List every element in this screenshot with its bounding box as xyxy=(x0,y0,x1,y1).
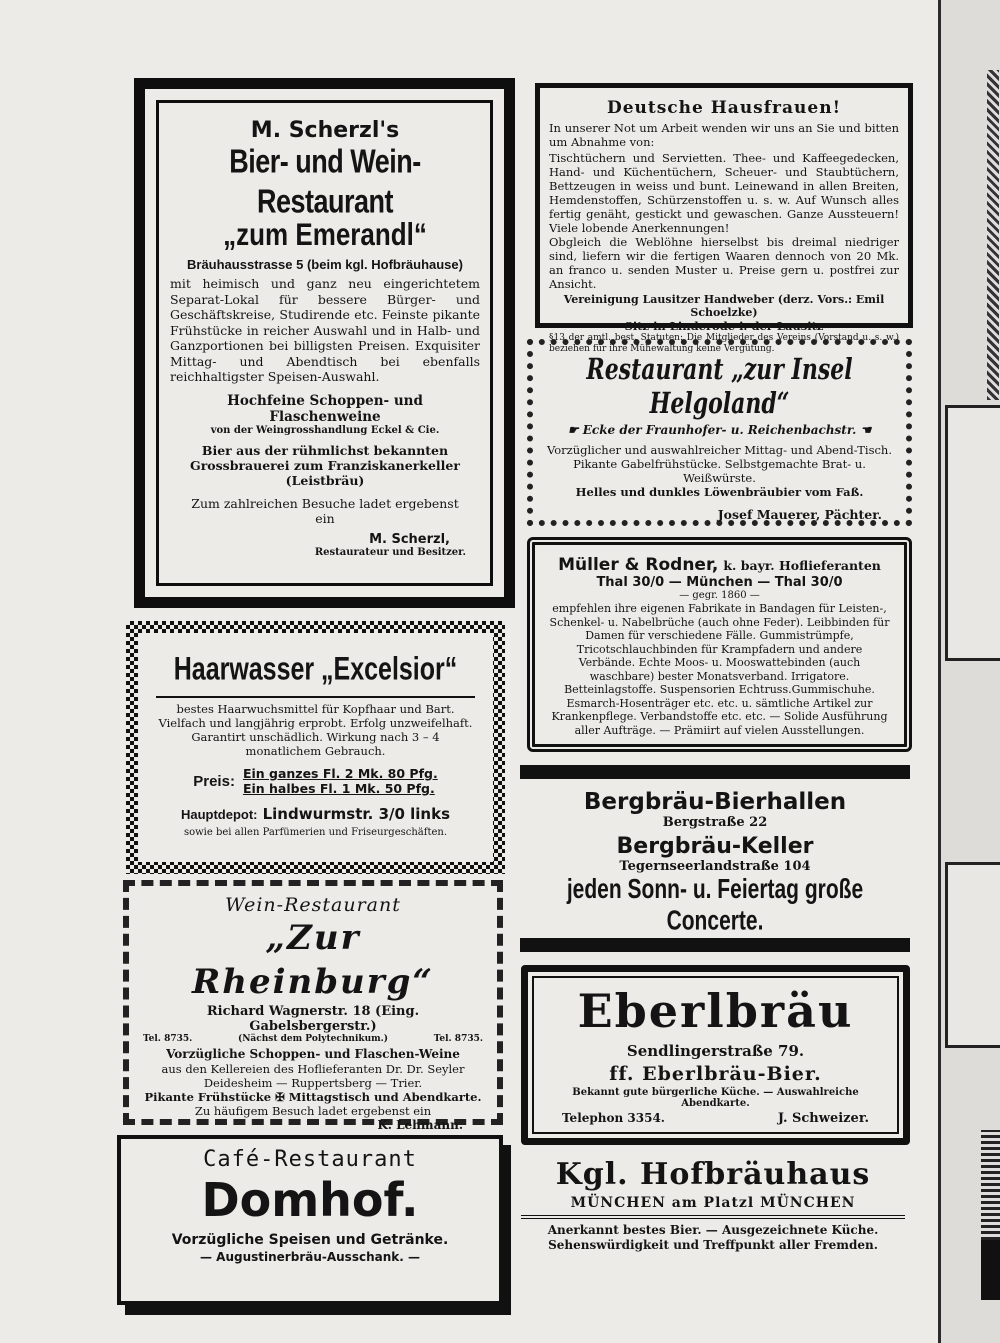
kicker: Café-Restaurant xyxy=(203,1147,417,1172)
corner-text: Ecke der Fraunhofer- u. Reichenbachstr. xyxy=(582,423,857,437)
bottom-bar xyxy=(520,938,910,952)
depot-label: Hauptdepot: xyxy=(180,807,258,822)
adjacent-ornament xyxy=(981,1240,1000,1300)
top-bar xyxy=(520,765,910,779)
line1: Vorzügliche Schoppen- und Flaschen-Weine xyxy=(166,1047,460,1061)
divider xyxy=(521,1215,905,1219)
contact-row xyxy=(542,1109,889,1126)
line5: Zu häufigem Besuch ladet ergebenst ein xyxy=(194,1104,432,1118)
adjacent-ornament xyxy=(981,1130,1000,1240)
owner: J. Schweizer. xyxy=(777,1111,869,1126)
divider xyxy=(156,696,475,698)
title2: Bergbräu-Keller xyxy=(616,834,814,859)
street2: Tegernseerlandstraße 104 xyxy=(619,859,811,874)
line2-row: — Augustinerbräu-Ausschank. — xyxy=(199,1250,420,1264)
price-note: Obgleich die Weblöhne hierselbst bis dreimal niedriger sind, liefern wir die fertigen Waaren dennoch von 20 Mk. an franco u. senden Muster u. Preise gern u. postfrei zur Ansicht. xyxy=(549,235,899,291)
adjacent-ad-box xyxy=(945,862,1000,1048)
title: Deutsche Hausfrauen! xyxy=(606,98,842,118)
owner-title: M. Scherzl's xyxy=(250,118,400,143)
body-text: mit heimisch und ganz neu eingerichtetem Separat-Lokal für bessere Bürger- und Geschäftskreise, Studirende etc. Feinste pikante Frühstücke in reicher Auswahl und in Halb- und Ganzportionen bei billigsten Preisen. Exquisiter Mittag- und Abendtisch bei ebenfalls reichhaltigster Speisen-Auswahl. xyxy=(170,276,480,384)
line1: Vorzügliche Speisen und Getränke. xyxy=(171,1232,449,1248)
ad-deutsche-hausfrauen xyxy=(535,83,913,354)
subtitle: MÜNCHEN am Platzl MÜNCHEN xyxy=(570,1195,856,1211)
headline: Bier- und Wein-Restaurant xyxy=(229,142,421,220)
footer: sowie bei allen Parfümerien und Friseurgeschäften. xyxy=(183,827,448,838)
ad-zur-rheinburg xyxy=(123,880,503,1132)
phone-row xyxy=(143,1034,483,1045)
signature-role: Restaurateur und Besitzer. xyxy=(314,546,466,558)
phone: Telephon 3354. xyxy=(562,1111,665,1125)
price-full: Ein ganzes Fl. 2 Mk. 80 Pfg. xyxy=(242,766,438,781)
ad-cafe-domhof xyxy=(117,1135,503,1305)
adjacent-ad-box xyxy=(945,405,1000,661)
line1: Vorzüglicher und auswahlreicher Mittag- und Abend-Tisch. xyxy=(547,443,892,457)
beer: ff. Eberlbräu-Bier. xyxy=(609,1063,822,1085)
line2: Sehenswürdigkeit und Treffpunkt aller Fremden. xyxy=(548,1238,878,1252)
address: Thal 30/0 — München — Thal 30/0 xyxy=(596,575,843,590)
depot: Lindwurmstr. 3/0 links xyxy=(262,805,451,823)
wines: Hochfeine Schoppen- und Flaschenweine xyxy=(227,392,423,425)
street1: Bergstraße 22 xyxy=(662,815,768,830)
line1: Anerkannt bestes Bier. — Ausgezeichnete Küche. xyxy=(547,1223,879,1237)
signature: M. Scherzl, xyxy=(369,531,450,547)
price-block xyxy=(156,766,475,796)
line2: aus den Kellereien des Hoflieferanten Dr. Dr. Seyler xyxy=(161,1062,465,1076)
line3: Helles und dunkles Löwenbräubier vom Faß. xyxy=(575,485,864,499)
title: Haarwasser „Excelsior“ xyxy=(173,650,458,688)
line3: Deidesheim — Ruppertsberg — Trier. xyxy=(203,1076,423,1090)
body: bestes Haarwuchsmittel für Kopfhaar und Bart. Vielfach und langjährig erprobt. Erfolg unzweifelhaft. Garantirt unschädlich. Wirkung nach 3 – 4 monatlichem Gebrauch. xyxy=(158,702,473,758)
ad-eberlbraeu xyxy=(521,965,910,1145)
line2: Augustinerbräu-Ausschank. xyxy=(216,1250,404,1264)
restaurant-name: „zum Emerandl“ xyxy=(223,216,427,252)
title: Domhof. xyxy=(201,1173,419,1227)
beer-line: Bier aus der rühmlichst bekannten Grossbrauerei zum Franziskanerkeller (Leistbräu) xyxy=(190,442,460,488)
signature: K. Lehmann. xyxy=(377,1118,463,1132)
goods-list: Tischtüchern und Servietten. Thee- und Kaffeegedecken, Hand- und Küchentüchern, Scheuer- und Staubtüchern, Bettzeugen in weiss und bunt. Leinewand in allen Breiten, Hemdenstoffen, Schürzenstoffen u. s. w. Auf Wunsch alles fertig genäht, gestickt und gewaschen. Ganze Aussteuern! Viele lobende Anerkennungen! xyxy=(549,151,899,235)
tel-left: Tel. 8735. xyxy=(143,1034,193,1044)
price-half: Ein halbes Fl. 1 Mk. 50 Pfg. xyxy=(242,781,435,796)
title-row xyxy=(547,555,892,575)
seat: Sitz in Linderode i. der Lausitz xyxy=(624,319,824,333)
footnote: §13 der amtl. best. Statuten: Die Mitglieder des Vereins (Vorstand u. s. w.) beziehen für ihre Mühewaltung keine Vergütung. xyxy=(549,333,899,354)
ad-bergbraeu xyxy=(520,765,910,952)
ad-mueller-rodner xyxy=(527,537,912,752)
ad-insel-helgoland xyxy=(527,339,912,526)
association: Vereinigung Lausitzer Handweber (derz. Vors.: Emil Schoelzke) xyxy=(563,293,885,319)
title: Kgl. Hofbräuhaus xyxy=(555,1157,871,1192)
intro: In unserer Not um Arbeit wenden wir uns an Sie und bitten um Abnahme von: xyxy=(549,121,899,149)
title-suffix: k. bayr. Hoflieferanten xyxy=(723,558,881,573)
near: (Nächst dem Polytechnikum.) xyxy=(237,1034,389,1044)
founded: — gegr. 1860 — xyxy=(679,590,760,601)
tel-right: Tel. 8735. xyxy=(433,1034,483,1044)
title: „Zur Rheinburg“ xyxy=(192,918,434,1002)
wine-source: von der Weingrosshandlung Eckel & Cie. xyxy=(210,424,440,436)
street: Sendlingerstraße 79. xyxy=(626,1042,805,1060)
ad-haarwasser-excelsior xyxy=(126,621,505,874)
address: Richard Wagnerstr. 18 (Eing. Gabelsbergerstr.) xyxy=(206,1004,420,1034)
concert: jeden Sonn- u. Feiertag große Concerte. xyxy=(566,874,864,936)
body: empfehlen ihre eigenen Fabrikate in Bandagen für Leisten-, Schenkel- u. Nabelbrüche (auch ohne Feder). Leibbinden für Damen für verschiedene Fälle. Gummistrümpfe, Tricotschlauchbinden für Krampfadern und andere Verbände. Echte Moos- u. Mooswattebinden (auch waschbare) bester Monatsverband. Irrigatore. Betteinlagstoffe. Suspensorien Echtruss.Gummischuhe. Esmarch-Hosenträger etc. etc. u. sämtliche Artikel zur Krankenpflege. Verbandstoffe etc. etc. — Solide Ausführung aller Aufträge. — Prämiirt auf vielen Ausstellungen. xyxy=(549,602,890,737)
border-ornament xyxy=(987,70,999,400)
line2: Pikante Gabelfrühstücke. Selbstgemachte Brat- u. Weißwürste. xyxy=(573,457,866,485)
title: Bergbräu-Bierhallen xyxy=(583,789,847,815)
title: Eberlbräu xyxy=(577,984,854,1038)
corner: ☛ Ecke der Fraunhofer- u. Reichenbachstr. ☚ xyxy=(567,423,872,437)
title: Müller & Rodner, xyxy=(558,555,719,575)
line4: Pikante Frühstücke ✠ Mittagstisch und Abendkarte. xyxy=(144,1090,482,1104)
title: Restaurant „zur Insel Helgoland“ xyxy=(586,353,853,421)
ad-scherzl xyxy=(134,78,515,608)
kicker: Wein-Restaurant xyxy=(225,894,401,916)
depot-row xyxy=(156,804,475,823)
kitchen: Bekannt gute bürgerliche Küche. — Auswahlreiche Abendkarte. xyxy=(572,1087,859,1109)
price-label: Preis: xyxy=(193,772,235,790)
invitation: Zum zahlreichen Besuche ladet ergebenst ein xyxy=(191,495,459,526)
adjacent-page-edge xyxy=(938,0,1000,1343)
address: Bräuhausstrasse 5 (beim kgl. Hofbräuhause) xyxy=(187,257,463,272)
signature: Josef Mauerer, Pächter. xyxy=(717,507,882,522)
ad-hofbraeuhaus xyxy=(517,1155,909,1270)
